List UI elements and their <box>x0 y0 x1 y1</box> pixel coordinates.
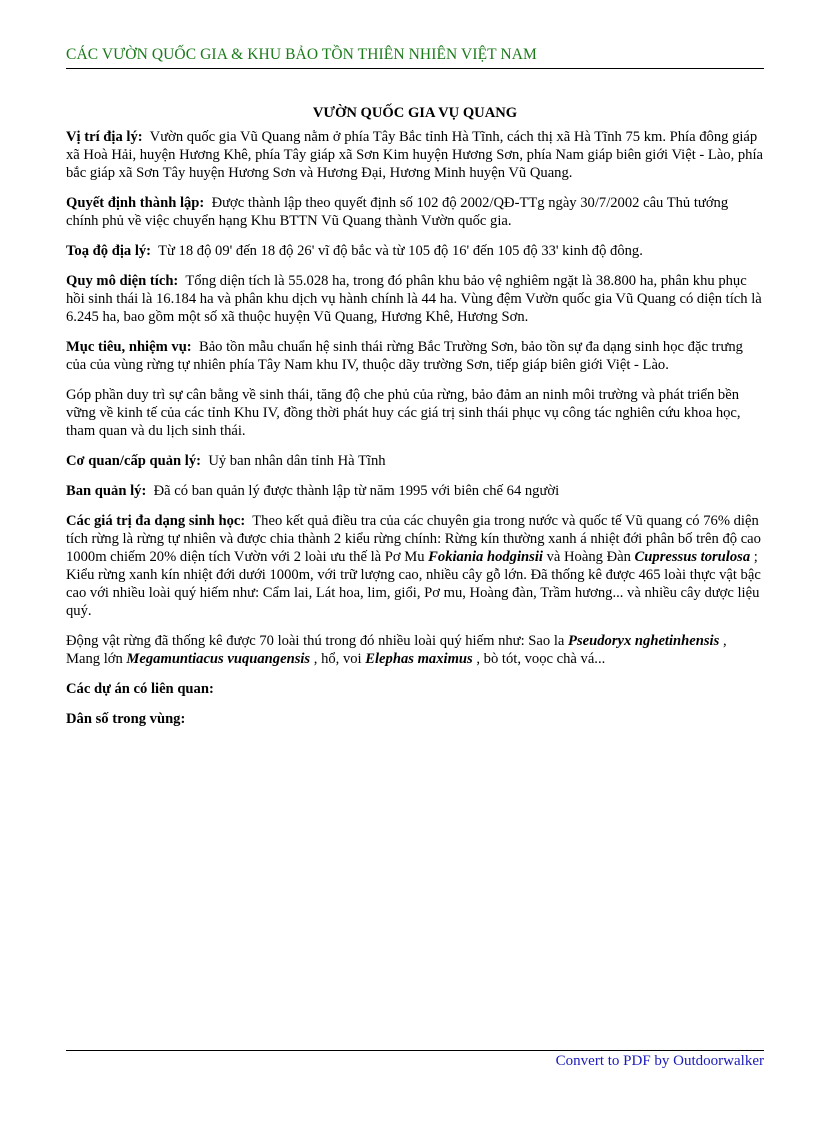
projects-heading: Các dự án có liên quan: <box>66 681 214 697</box>
board-text: Đã có ban quản lý được thành lập từ năm 1995 với biên chế 64 người <box>153 483 560 499</box>
fauna-text-3: , hổ, voi <box>313 651 362 667</box>
biodiversity-paragraph <box>66 512 764 620</box>
location-paragraph <box>66 128 764 182</box>
agency-label: Cơ quan/cấp quản lý: <box>66 453 202 469</box>
objectives-text: Bảo tồn mẫu chuẩn hệ sinh thái rừng Bắc Trường Sơn, bảo tồn sự đa dạng sinh học đặc trưng của của vùng rừng tự nhiên phía Tây Nam khu IV, thuộc dãy trường Sơn, tiếp giáp biên giới Việt - Lào. <box>66 339 743 373</box>
species-fokiania: Fokiania hodginsii <box>428 549 543 565</box>
species-megamuntiacus: Megamuntiacus vuquangensis <box>126 651 311 667</box>
objectives-extra-paragraph: Góp phần duy trì sự cân bằng về sinh thái, tăng độ che phủ của rừng, bảo đảm an ninh môi trường và phát triển bền vững về kinh tế của các tỉnh Khu IV, đồng thời phát huy các giá trị sinh thái phục vụ công tác nghiên cứu khoa học, tham quan và du lịch sinh thái. <box>66 387 741 439</box>
board-label: Ban quản lý: <box>66 483 147 499</box>
location-label: Vị trí địa lý: <box>66 129 143 145</box>
header-divider <box>66 68 764 69</box>
species-cupressus: Cupressus torulosa <box>634 549 751 565</box>
page-title: VƯỜN QUỐC GIA VỤ QUANG <box>312 105 518 121</box>
biodiversity-text-3: ; Kiểu rừng xanh kín nhiệt đới dưới 1000m, với trữ lượng cao, nhiều cây gỗ lớn. Đã thống kê được 465 loài thực vật bậc cao với nhiều loài quý hiếm như: Cẩm lai, Lát hoa, lim, giổi, Pơ mu, Hoàng đàn, Trầm hương... và nhiều cây dược liệu quý. <box>66 549 761 619</box>
fauna-text-4: , bò tót, voọc chà vá... <box>476 651 606 667</box>
agency-paragraph <box>66 452 764 470</box>
area-paragraph <box>66 272 764 326</box>
footer-credit: Convert to PDF by Outdoorwalker <box>555 1053 764 1069</box>
decision-text: Được thành lập theo quyết định số 102 độ 2002/QĐ-TTg ngày 30/7/2002 câu Thủ tướng chính phủ về việc chuyển hạng Khu BTTN Vũ Quang thành Vườn quốc gia. <box>66 195 729 229</box>
biodiversity-label: Các giá trị đa dạng sinh học: <box>66 513 246 529</box>
document-body <box>66 104 764 740</box>
coordinates-label: Toạ độ địa lý: <box>66 243 152 259</box>
location-text: Vườn quốc gia Vũ Quang nằm ở phía Tây Bắc tỉnh Hà Tĩnh, cách thị xã Hà Tĩnh 75 km. Phía đông giáp xã Hoà Hải, huyện Hương Khê, phía Tây giáp xã Sơn Kim huyện Hương Sơn, phía Nam giáp biên giới Việt - Lào, phía bắc giáp xã Sơn Tây huyện Hương Sơn và Hương Đại, Hương Minh huyện Vũ Quang. <box>66 129 764 181</box>
coordinates-paragraph <box>66 242 764 260</box>
fauna-paragraph <box>66 632 764 668</box>
coordinates-text: Từ 18 độ 09' đến 18 độ 26' vĩ độ bắc và từ 105 độ 16' đến 105 độ 33' kinh độ đông. <box>158 243 643 259</box>
fauna-text-2: , Mang lớn <box>66 633 727 667</box>
fauna-text-1: Động vật rừng đã thống kê được 70 loài thú trong đó nhiều loài quý hiếm như: Sao la <box>66 633 565 649</box>
decision-paragraph <box>66 194 764 230</box>
page-header: CÁC VƯỜN QUỐC GIA & KHU BẢO TỒN THIÊN NHIÊN VIỆT NAM <box>66 46 537 63</box>
board-paragraph <box>66 482 764 500</box>
population-heading: Dân số trong vùng: <box>66 711 186 727</box>
species-pseudoryx: Pseudoryx nghetinhensis <box>568 633 720 649</box>
objectives-paragraph <box>66 338 764 374</box>
objectives-label: Mục tiêu, nhiệm vụ: <box>66 339 192 355</box>
area-label: Quy mô diện tích: <box>66 273 179 289</box>
biodiversity-text-2: và Hoàng Đàn <box>546 549 631 565</box>
agency-text: Uỷ ban nhân dân tỉnh Hà Tĩnh <box>208 453 386 469</box>
decision-label: Quyết định thành lập: <box>66 195 205 211</box>
footer-divider <box>66 1050 764 1051</box>
area-text: Tổng diện tích là 55.028 ha, trong đó phân khu bảo vệ nghiêm ngặt là 38.800 ha, phân khu phục hồi sinh thái là 16.184 ha và phân khu dịch vụ hành chính là 44 ha. Vùng đệm Vườn quốc gia Vũ Quang có diện tích là 6.245 ha, bao gồm một số xã thuộc huyện Vũ Quang, Hương Khê, Hương Sơn. <box>66 273 762 325</box>
biodiversity-text-1: Theo kết quả điều tra của các chuyên gia trong nước và quốc tế Vũ quang có 76% diện tích rừng là rừng tự nhiên và được chia thành 2 kiểu rừng chính: Rừng kín thường xanh á nhiệt đới phân bố trên độ cao 1000m chiếm 20% diện tích Vườn với 2 loài ưu thế là Pơ Mu <box>66 513 761 565</box>
species-elephas: Elephas maximus <box>365 651 473 667</box>
